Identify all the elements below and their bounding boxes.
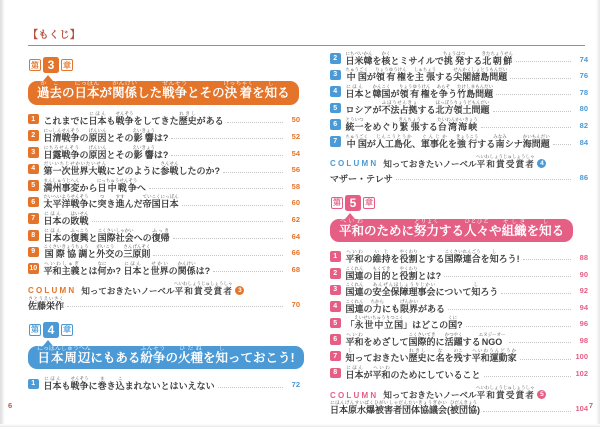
ruby-text: 不法占拠ふほうせんきょ [381,100,418,116]
item-page-number: 70 [291,299,300,309]
ruby-text: 領有権りょうゆうけん [398,83,431,99]
item-page-number: 56 [291,165,300,175]
toc-item [330,264,588,281]
dotted-leader [171,155,283,156]
toc-item [28,143,300,160]
ruby-text: 竹島問題たけしまもんだい [457,83,494,99]
ruby-text: 名な [435,348,445,364]
item-page-number: 92 [579,286,588,296]
toc-item-list [28,110,300,276]
chapter-header [28,56,300,105]
item-number-badge: 7 [28,213,39,224]
column-heading [330,154,588,169]
dotted-leader [213,271,283,272]
ruby-text: 限界げんかい [400,298,419,314]
column-title: 知っておきたいノーベル平和賞受賞者へいわしょうじゅしょうしゃ [383,153,535,169]
ruby-text: 佐藤栄作さとうえいさく [28,295,65,311]
page-number-right: 7 [588,401,593,410]
item-number-badge: 3 [330,70,341,81]
item-page-number: 86 [579,172,588,182]
ruby-text: 日中戦争にっちゅうせんそう [96,177,138,193]
ruby-text: 国際協調こくさいきょうちょう [43,244,89,260]
chapter-badge [29,321,300,339]
ruby-text: 日本にほん [43,227,62,243]
item-number-badge: 9 [28,247,39,258]
item-title: 統一とういつをめぐり緊張きんちょうする台湾海峡たいわんかいきょう [345,116,478,132]
toc-item [28,193,300,210]
page-number-left: 6 [8,401,13,410]
item-page-number: 66 [291,248,300,258]
column-number-badge: 4 [537,159,546,168]
toc-right-page [330,49,588,420]
column-number-badge: 3 [235,286,244,295]
chapter-badge [29,56,300,74]
item-title: 平和へいわをめざして国際的こくさいてきに活躍かつやくするNGOエヌジーオー [345,331,506,347]
toc-item [28,374,300,391]
ruby-text: 核かく [381,50,391,66]
column-entry [330,168,588,184]
toc-header-rule [28,45,585,46]
column-entry-title [28,296,64,311]
item-title: 日本にほんが平和へいわのためにしていること [345,365,481,381]
toc-item [28,243,300,260]
item-title: 国際協調こくさいきょうちょうと外交がいこうの三原則さんげんそく [43,244,151,260]
item-page-number: 88 [579,252,588,262]
toc-item [330,330,588,347]
item-number-badge: 8 [330,368,341,379]
ruby-text: 国くに [448,315,458,331]
dotted-leader [92,221,283,222]
ruby-text: 知し [471,282,481,298]
item-page-number: 54 [291,148,300,158]
ruby-text: 南みなみ [493,133,507,149]
dotted-leader [153,255,283,256]
ruby-text: 影響えいきょう [132,127,155,143]
ruby-text: 関係かんけい [112,81,138,100]
column-entry [28,295,300,311]
chapter-badge [331,194,588,212]
ruby-text: 日本にほん [123,260,142,276]
item-number-badge: 4 [330,301,341,312]
chapter-badge-suffix: 章 [63,325,71,335]
item-number-badge: 1 [28,114,39,125]
ruby-text: 進すす [115,194,125,210]
item-title: 平和へいわの維持いじを役割やくわりとする国際連合こくさいれんごうを知しろう! [345,248,520,264]
column-label: COLUMN [330,159,379,169]
ruby-text: 国連こくれん [345,282,364,298]
item-number-badge: 7 [330,136,341,147]
toc-item [330,297,588,314]
item-page-number: 72 [291,380,300,390]
item-page-number: 78 [579,87,588,97]
ruby-text: 平和へいわ [345,331,364,347]
ruby-text: 安全保障理事会あんぜんほしょうりじかい [372,282,436,298]
chapter-header [28,321,300,370]
page-edge-left [0,0,5,427]
toc-item [28,160,300,177]
ruby-text: 何なに [97,260,107,276]
item-title: 「永世中立国えいせいちゅうりつこく」はどこの国くに? [345,315,463,331]
item-title: 国連こくれんの安全保障理事会あんぜんほしょうりじかいについて知しろう [345,282,499,298]
ruby-text: 挑発ちょうはつ [442,50,466,66]
item-number-badge: 2 [330,53,341,64]
ruby-text: 統一とういつ [345,116,364,132]
ruby-text: 平和へいわ [372,365,391,381]
item-title: 満州事変まんしゅうじへんから日中戦争にっちゅうせんそうへ [43,177,146,193]
toc-item [330,347,588,364]
item-number-badge: 5 [330,103,341,114]
dotted-leader [520,359,571,360]
ruby-text: 知し [345,348,355,364]
item-number-badge: 10 [29,264,38,272]
ruby-text: 国連こくれん [345,298,364,314]
item-title: 日本にほんの敗戦はいせん [43,210,89,226]
ruby-text: 知し [489,248,499,264]
item-page-number: 98 [579,335,588,345]
ruby-text: 過去かこ [37,81,63,100]
dotted-leader [481,127,571,128]
ruby-text: 外交がいこう [96,244,115,260]
ruby-text: 戦争せんそう [70,376,89,392]
dotted-leader [444,276,571,277]
ruby-text: 復帰ふっき [151,227,170,243]
dotted-leader [553,144,571,145]
item-page-number: 84 [579,137,588,147]
ruby-text: 日本にほん [43,210,62,226]
item-page-number: 90 [579,269,588,279]
item-number-badge: 1 [330,251,341,262]
ruby-text: 国際連合こくさいれんごう [444,248,481,264]
dotted-leader [509,342,571,343]
ruby-text: 力ちから [370,298,385,314]
item-page-number: 80 [579,104,588,114]
ruby-text: 主張しゅちょう [413,67,437,83]
chapter-badge-number: 5 [345,195,361,211]
toc-item-list [28,374,300,391]
item-number-badge: 5 [28,180,39,191]
chapter-badge-suffix: 章 [63,60,71,70]
ruby-text: 維持いじ [372,248,391,264]
item-number-badge: 4 [330,86,341,97]
ruby-text: 参戦さんせん [160,161,179,177]
dotted-leader [466,326,571,327]
ruby-text: 知し [264,81,278,100]
dotted-leader [523,259,571,260]
ruby-text: 三原則さんげんそく [123,244,151,260]
ruby-text: 強行きょうこう [455,133,479,149]
item-number-badge: 6 [28,197,39,208]
ruby-text: 争あらそ [436,83,451,99]
ruby-text: 原因げんいん [88,127,107,143]
ruby-text: 日本周辺にっぽんしゅうへん [37,345,91,365]
toc-item [330,314,588,331]
chapter-title: 平和へいわのために努力どりょくする人々ひとびとや組織そしきを知しる [330,219,573,243]
item-title: 日本にほんも戦争せんそうに巻まき込こまれないとはいえない [43,376,215,392]
ruby-text: 歴史れきし [178,111,197,127]
item-page-number: 62 [291,214,300,224]
ruby-text: 帝国日本ていこくにっぽん [142,194,179,210]
ruby-text: 永世中立国えいせいちゅうりつこく [354,315,404,331]
ruby-text: 歴史れきし [408,348,427,364]
ruby-text: 影響えいきょう [132,144,155,160]
item-number-badge: 7 [330,351,341,362]
item-page-number: 60 [291,198,300,208]
item-number-badge: 2 [330,268,341,279]
ruby-text: 日本にほん [345,83,364,99]
ruby-text: 海問題かいもんだい [522,133,550,149]
toc-item-list [330,49,588,149]
item-page-number: 74 [579,54,588,64]
item-page-number: 94 [579,302,588,312]
ruby-text: 紛争ふんそう [140,345,166,365]
toc-item [28,126,300,143]
dotted-leader [396,179,571,180]
item-number-badge: 4 [28,164,39,175]
toc-item [330,82,588,99]
toc-item [330,99,588,116]
item-title: これまでに日本にほんも戦争せんそうをしてきた歴史れきしがある [43,111,224,127]
column-title: 知っておきたいノーベル平和賞受賞者へいわしょうじゅしょうしゃ [81,280,233,296]
ruby-text: 戦争せんそう [115,111,134,127]
item-page-number: 82 [579,120,588,130]
chapter-badge-prefix: 第 [31,325,39,335]
dotted-leader [149,188,283,189]
column-entry [330,400,588,416]
item-page-number: 96 [579,319,588,329]
item-title: 国連こくれんの目的もくてきと役割やくわりとは? [345,265,442,281]
dotted-leader [493,111,571,112]
item-title: 日清戦争にっしんせんそうの原因げんいんとその影響えいきょうは? [43,127,169,143]
ruby-text: 日本にほん [88,111,107,127]
item-title: 国連こくれんの力ちからにも限界げんかいがある [345,298,446,314]
chapter-header [330,194,588,243]
dotted-leader [223,172,283,173]
column-title: 知っておきたいノーベル平和賞受賞者へいわしょうじゅしょうしゃ [383,385,535,401]
ruby-text: 平和へいわ [345,248,364,264]
ruby-text: 国際社会こくさいしゃかい [97,227,134,243]
chapter-badge-prefix: 第 [333,198,341,208]
column-heading [28,281,300,296]
dotted-leader [67,306,283,307]
ruby-text: 緊張きんちょう [398,116,421,132]
dotted-leader [484,376,571,377]
column-number-badge: 5 [537,390,546,399]
ruby-text: 北朝鮮きたちょうせん [481,50,513,66]
ruby-text: 領有権りょうゆうけん [375,67,407,83]
item-page-number: 104 [575,404,588,414]
chapter-title: 日本周辺にっぽんしゅうへんにもある紛争ふんそうの火種ひだねを知しっておこう! [28,346,304,370]
ruby-text: 日清戦争にっしんせんそう [43,127,80,143]
item-title: 日米韓にちべいかんを核かくとミサイルで挑発ちょうはつする北朝鮮きたちょうせん [345,50,513,66]
dotted-leader [173,238,283,239]
item-page-number: 76 [579,71,588,81]
ruby-text: 突つ [97,194,107,210]
chapter-badge-prefix: 第 [31,60,39,70]
item-title: 日本にほんの復興ふっこうと国際社会こくさいしゃかいへの復帰ふっき [43,227,170,243]
ruby-text: 平和運動家へいわうんどうか [471,348,517,364]
dotted-leader [182,205,283,206]
item-page-number: 50 [291,115,300,125]
ruby-text: 戦争せんそう [162,81,188,100]
item-title: 日露戦争にちろせんそうの原因げんいんとその影響えいきょうは? [43,144,169,160]
dotted-leader [510,78,571,79]
item-title: 中国ちゅうごくが人工島化じんこうとうか、軍事化ぐんじかを強行きょうこうする南みなみシナ海問題かいもんだい [345,133,550,149]
ruby-text: 軍事化ぐんじか [420,133,448,149]
item-page-number: 102 [575,369,588,379]
item-number-badge: 5 [330,318,341,329]
ruby-text: 火種ひだね [177,345,203,365]
item-title: 平和主義へいわしゅぎとは何なにか? 日本にほんと世界せかいの関係かんけいは? [43,260,211,276]
toc-item [330,49,588,66]
column-entry-title: 日本原水爆被害者団体協議会にほんげんすいばくひがいしゃだんたいきょうぎかい(被団協ひだんきょう) [330,400,481,416]
ruby-text: 平和賞受賞者へいわしょうじゅしょうしゃ [475,153,535,169]
chapter-badge-suffix: 章 [365,198,373,208]
item-title: 第一次世界大戦だいいちじせかいたいせんにどのように参戦さんせんしたのか? [43,161,221,177]
column-heading [330,385,588,400]
ruby-text: 日露戦争にちろせんそう [43,144,80,160]
ruby-text: 人工島化じんこうとうか [375,133,412,149]
toc-item-list [330,247,588,380]
dotted-leader [483,411,571,412]
ruby-text: 尖閣諸島問題せんかくしょとうもんだい [453,67,508,83]
toc-item [28,226,300,243]
dotted-leader [448,309,571,310]
ruby-text: 決着けっちゃく [223,81,254,100]
dotted-leader [496,94,571,95]
toc-item [330,132,588,149]
ruby-text: 残のこ [453,348,463,364]
item-page-number: 100 [575,352,588,362]
item-page-number: 58 [291,181,300,191]
ruby-text: 組織そしき [501,218,527,238]
ruby-text: 努力どりょく [414,218,440,238]
ruby-text: 満州事変まんしゅうじへん [43,177,80,193]
ruby-text: 込こ [115,376,125,392]
column-label: COLUMN [330,390,379,400]
ruby-text: 中国ちゅうごく [345,133,368,149]
toc-item [330,66,588,83]
item-title: 知しっておきたい歴史れきしに名なを残のこす平和運動家へいわうんどうか [345,348,517,364]
ruby-text: 役割やくわり [399,248,418,264]
item-number-badge: 3 [28,147,39,158]
ruby-text: 国際的こくさいてき [408,331,436,347]
item-title: ロシアが不法占拠ふほうせんきょする北方領土問題ほっぽうりょうどもんだい [345,100,490,116]
toc-item [330,363,588,380]
toc-item [28,209,300,226]
item-page-number: 68 [291,264,300,274]
column-note [330,154,588,184]
ruby-text: 巻ま [97,376,107,392]
ruby-text: NGOエヌジーオー [478,331,506,347]
toc-item [330,115,588,132]
item-title: 中国ちゅうごくが領有権りょうゆうけんを主張しゅちょうする尖閣諸島問題せんかくしょとうもんだい [345,67,508,83]
chapter-title: 過去かこの日本にっぽんが関係かんけいした戦争せんそうとその決着けっちゃくを知しる [28,81,299,105]
ruby-text: 日本原水爆被害者団体協議会にほんげんすいばくひがいしゃだんたいきょうぎかい [330,400,448,416]
item-number-badge: 3 [330,285,341,296]
ruby-text: 原因げんいん [88,144,107,160]
ruby-text: 活躍かつやく [444,331,463,347]
item-page-number: 64 [291,231,300,241]
ruby-text: 世界せかい [150,260,169,276]
ruby-text: 韓国かんこく [372,83,391,99]
page-edge-right [596,0,600,427]
ruby-text: 北方領土問題ほっぽうりょうどもんだい [435,100,490,116]
toc-item [28,176,300,193]
ruby-text: 中国ちゅうごく [345,67,368,83]
column-label: COLUMN [28,286,77,296]
toc-left-page [28,56,300,391]
chapter-badge-number: 3 [43,57,59,73]
ruby-text: 台湾海峡たいわんかいきょう [437,116,478,132]
ruby-text: 復興ふっこう [70,227,89,243]
toc-item [330,247,588,264]
item-number-badge: 8 [28,230,39,241]
item-number-badge: 1 [28,379,39,390]
ruby-text: 関係かんけい [177,260,196,276]
item-page-number: 52 [291,131,300,141]
ruby-text: 知し [539,218,552,238]
ruby-text: 日本にほん [43,376,62,392]
column-note [28,281,300,311]
toc-item [28,259,300,276]
ruby-text: 日本にっぽん [74,81,100,100]
item-title: 日本にほんと韓国かんこくが領有権りょうゆうけんを争あらそう竹島問題たけしまもんだい [345,83,494,99]
ruby-text: 役割やくわり [399,265,418,281]
column-entry-title: マザー・テレサ [330,173,393,184]
ruby-text: 日米韓にちべいかん [345,50,373,66]
ruby-text: 知し [215,345,228,365]
item-number-badge: 6 [330,334,341,345]
item-title: 太平洋戦争たいへいようせんそうに突つき進すすんだ帝国日本ていこくにっぽん [43,194,179,210]
ruby-text: 目的もくてき [372,265,391,281]
ruby-text: 第一次世界大戦だいいちじせかいたいせん [43,161,107,177]
toc-item [330,281,588,298]
ruby-text: 被団協ひだんきょう [450,400,478,416]
dotted-leader [227,122,283,123]
ruby-text: 平和主義へいわしゅぎ [43,260,80,276]
item-number-badge: 6 [330,119,341,130]
ruby-text: 敗戦はいせん [70,210,89,226]
ruby-text: 国連こくれん [345,265,364,281]
ruby-text: 人々ひとびと [464,218,490,238]
ruby-text: 太平洋戦争たいへいようせんそう [43,194,89,210]
dotted-leader [218,387,283,388]
item-number-badge: 2 [28,130,39,141]
chapter-badge-number: 4 [43,322,59,338]
toc-item [28,110,300,127]
dotted-leader [516,61,571,62]
dotted-leader [501,293,571,294]
ruby-text: 平和賞受賞者へいわしょうじゅしょうしゃ [475,385,535,401]
ruby-text: 日本にほん [345,365,364,381]
ruby-text: 平和へいわ [339,218,365,238]
dotted-leader [171,138,283,139]
toc-header-label: 【もくじ】 [28,30,81,41]
column-note [330,385,588,415]
ruby-text: 平和賞受賞者へいわしょうじゅしょうしゃ [173,280,233,296]
